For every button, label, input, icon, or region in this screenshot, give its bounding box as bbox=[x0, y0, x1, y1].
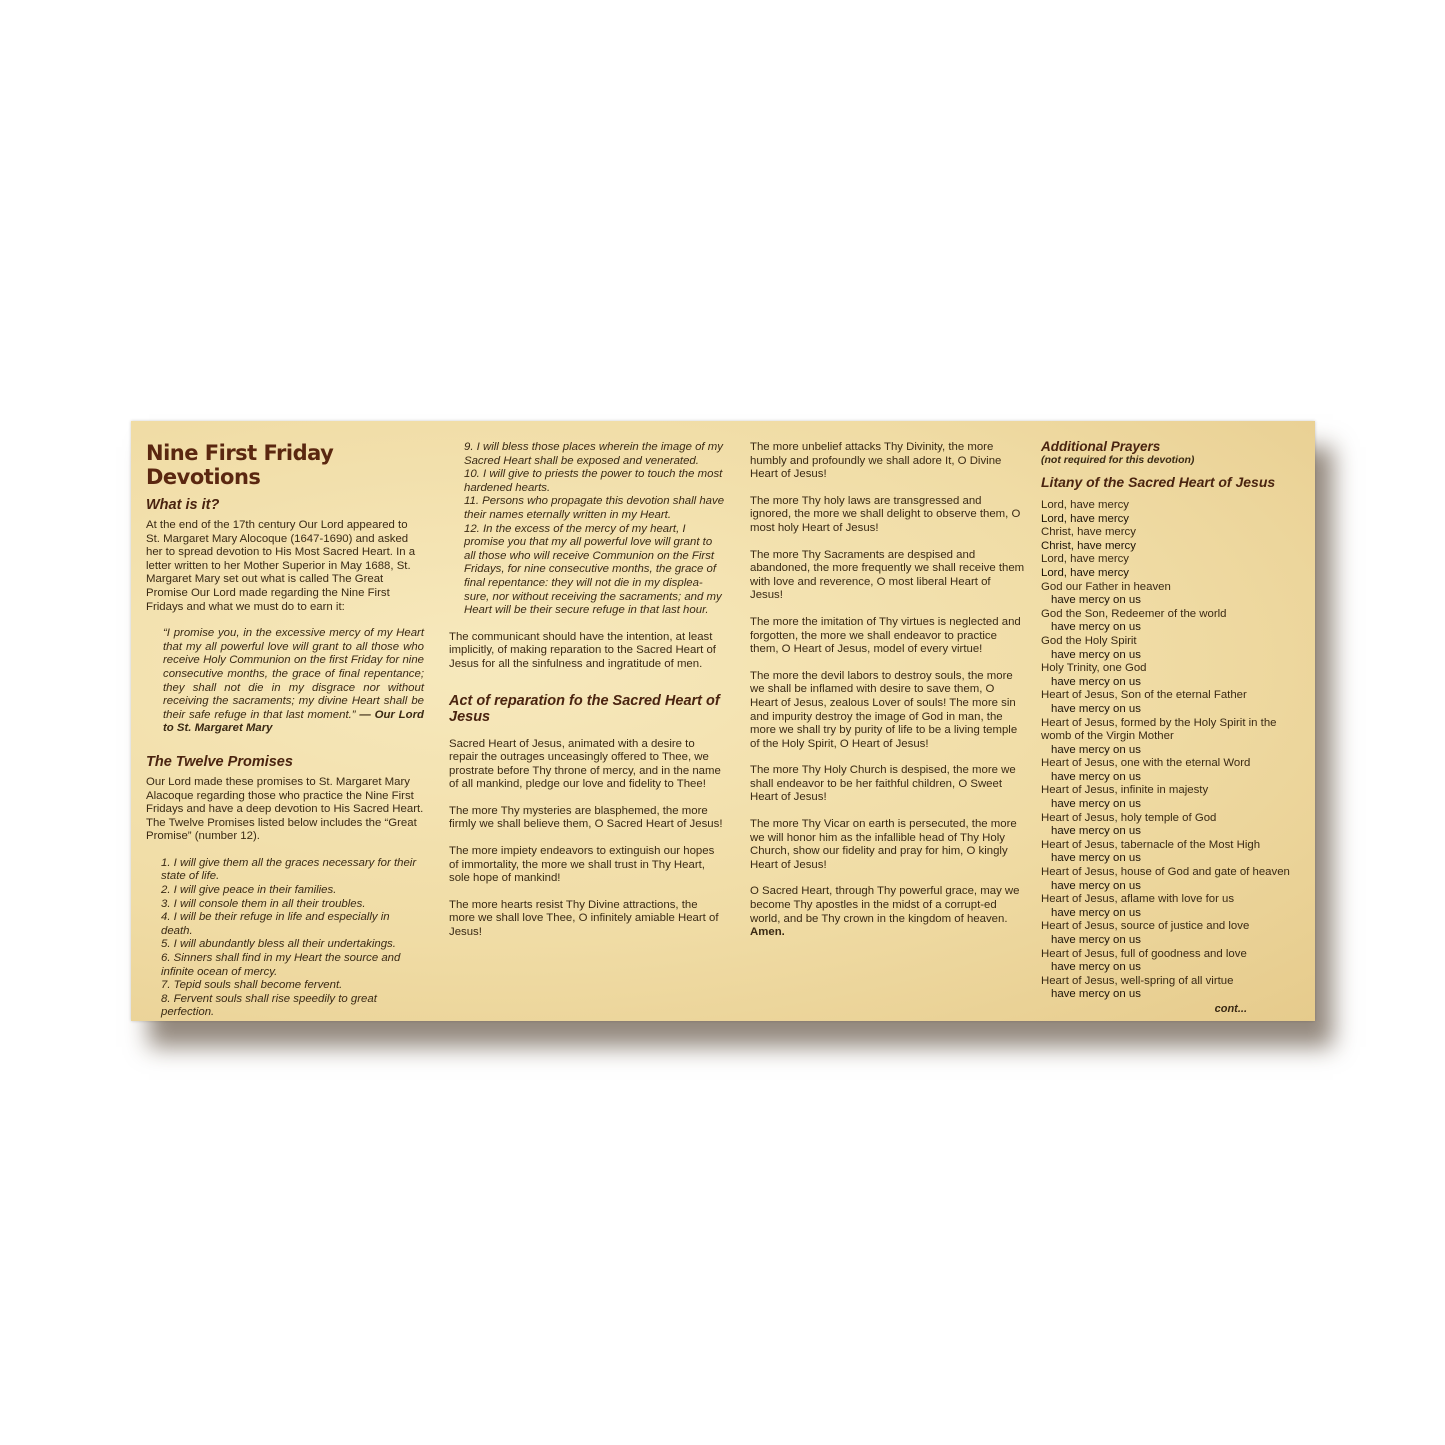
promise-item: 11. Persons who propagate this devotion shall have their names eternally written in my Heart. bbox=[464, 495, 725, 521]
litany-invocation: Heart of Jesus, formed by the Holy Spirit in the womb of the Virgin Mother bbox=[1041, 716, 1277, 743]
litany-invocation: Heart of Jesus, Son of the eternal Father bbox=[1041, 689, 1247, 702]
litany-response: have mercy on us bbox=[1051, 648, 1141, 661]
litany-invocation: Christ, have mercy bbox=[1041, 539, 1136, 552]
great-promise-quote bbox=[146, 627, 424, 736]
litany-response: have mercy on us bbox=[1051, 879, 1141, 892]
reparation-final bbox=[750, 885, 1025, 939]
reparation-paragraph: The more the imitation of Thy virtues is neglected and forgotten, the more we shall endeavor to practice them, O Heart of Jesus, model of every virtue! bbox=[750, 615, 1021, 656]
reparation-paragraph: The more impiety endeavors to extinguish our hopes of immortality, the more we shall trust in Thy Heart, sole hope of mankind! bbox=[449, 845, 715, 885]
reparation-paragraph: The more Thy holy laws are transgressed and ignored, the more we shall delight to observe them, O most holy Heart of Jesus! bbox=[750, 494, 1021, 534]
promise-item: 9. I will bless those places wherein the image of my Sacred Heart shall be exposed and venerated. bbox=[464, 441, 723, 467]
reparation-paragraph: The more the devil labors to destroy souls, the more we shall be inflamed with desire to save them, O Heart of Jesus, zealous Lover of souls! The more sin and impurity destroy the image of God in man, the more we shall try by purity of life to be a living temple of the Holy Spirit, O Heart of Jesus! bbox=[750, 669, 1018, 750]
litany-response: have mercy on us bbox=[1051, 852, 1141, 865]
litany-list bbox=[1041, 499, 1303, 1002]
pamphlet-sheet bbox=[131, 421, 1315, 1021]
continued-label: cont... bbox=[1214, 1003, 1247, 1015]
litany-invocation: Heart of Jesus, full of goodness and love bbox=[1041, 947, 1247, 960]
litany-response: have mercy on us bbox=[1051, 675, 1141, 688]
litany-invocation: Lord, have mercy bbox=[1041, 553, 1129, 566]
litany-response: have mercy on us bbox=[1051, 798, 1141, 811]
litany-invocation: God our Father in heaven bbox=[1041, 580, 1171, 593]
reparation-paragraph: The more hearts resist Thy Divine attractions, the more we shall love Thee, O infinitely amiable Heart of Jesus! bbox=[449, 898, 719, 939]
promise-item: 2. I will give peace in their families. bbox=[161, 884, 337, 897]
litany-invocation: God the Holy Spirit bbox=[1041, 634, 1137, 647]
litany-response: have mercy on us bbox=[1051, 934, 1141, 946]
final-text: O Sacred Heart, through Thy powerful grace, may we become Thy apostles in the midst of a corrupt-ed world, and be Thy crown in the kingdom of heaven. bbox=[750, 885, 1020, 925]
column-1 bbox=[146, 421, 424, 1020]
promises-list-2 bbox=[449, 441, 725, 618]
promise-item: 7. Tepid souls shall become fervent. bbox=[161, 979, 343, 992]
promise-item: 3. I will console them in all their troubles. bbox=[161, 897, 366, 910]
what-is-it-text: At the end of the 17th century Our Lord appeared to St. Margaret Mary Alocoque (1647-1690) and asked her to spread devotion to His Most Sacred Heart. In a letter written to her Mother Superior in May 1688, St. Margaret Mary set out what is called The Great Promise Our Lord made regarding the Nine First Fridays and what we must do to earn it: bbox=[146, 519, 416, 613]
litany-invocation: Lord, have mercy bbox=[1041, 499, 1129, 511]
promise-item: 5. I will abundantly bless all their undertakings. bbox=[161, 938, 396, 951]
reparation-paragraph: The more Thy Holy Church is despised, the more we shall endeavor to be her faithful children, O Sweet Heart of Jesus! bbox=[750, 764, 1016, 804]
heading-litany: Litany of the Sacred Heart of Jesus bbox=[1041, 474, 1276, 490]
litany-invocation: Heart of Jesus, well-spring of all virtue bbox=[1041, 974, 1234, 987]
reparation-paragraph: The more Thy Sacraments are despised and abandoned, the more frequently we shall receive them with love and reverence, O most liberal Heart of Jesus! bbox=[750, 548, 1025, 602]
litany-invocation: Holy Trinity, one God bbox=[1041, 662, 1147, 675]
amen-text: Amen. bbox=[750, 926, 785, 939]
litany-response: have mercy on us bbox=[1051, 825, 1141, 838]
litany-invocation: Heart of Jesus, source of justice and love bbox=[1041, 920, 1250, 933]
quote-text: “I promise you, in the excessive mercy of my Heart that my all powerful love will grant to all those who receive Holy Communion on the first Friday for nine consecutive months, the grace of final repentance; they shall not die in my disgrace nor without receiving the sacraments; my divine Heart shall be their safe refuge in that last moment.” bbox=[163, 627, 424, 721]
intention-text: The communicant should have the intention, at least implicitly, of making reparation to the Sacred Heart of Jesus for all the sinfulness and ingratitude of men. bbox=[449, 630, 716, 670]
promise-item: 12. In the excess of the mercy of my heart, I promise you that my all powerful love will grant to all those who will receive Communion on the First Fridays, for nine consecutive months, the grace of final repentance: they will not die in my displea-sure, nor without receiving the sacraments; and my Heart will be their secure refuge in that last hour. bbox=[464, 522, 722, 617]
promises-list-1 bbox=[146, 857, 424, 1020]
reparation-paragraph: The more Thy mysteries are blasphemed, the more firmly we shall believe them, O Sacred Heart of Jesus! bbox=[449, 804, 723, 831]
litany-invocation: Lord, have mercy bbox=[1041, 566, 1129, 579]
litany-response: have mercy on us bbox=[1051, 988, 1141, 1001]
heading-act-of-reparation: Act of reparation fo the Sacred Heart of Jesus bbox=[449, 692, 720, 725]
litany-invocation: Christ, have mercy bbox=[1041, 526, 1136, 539]
heading-additional-prayers: Additional Prayers bbox=[1041, 439, 1161, 454]
litany-response: have mercy on us bbox=[1051, 594, 1141, 607]
litany-response: have mercy on us bbox=[1051, 770, 1141, 783]
additional-note: (not required for this devotion) bbox=[1041, 454, 1195, 466]
promise-item: 8. Fervent souls shall rise speedily to great perfection. bbox=[161, 992, 377, 1019]
reparation-paragraph: Sacred Heart of Jesus, animated with a desire to repair the outrages unceasingly offered to Thee, we prostrate before Thy throne of mercy, and in the name of all mankind, pledge our love and fidelity to Thee! bbox=[449, 737, 721, 791]
litany-invocation: God the Son, Redeemer of the world bbox=[1041, 607, 1227, 620]
litany-invocation: Heart of Jesus, house of God and gate of heaven bbox=[1041, 866, 1290, 879]
heading-twelve-promises: The Twelve Promises bbox=[146, 753, 293, 770]
litany-invocation: Heart of Jesus, tabernacle of the Most High bbox=[1041, 838, 1261, 851]
promises-intro: Our Lord made these promises to St. Margaret Mary Alacoque regarding those who practice the Nine First Fridays and have a deep devotion to His Sacred Heart. The Twelve Promises listed below includes the “Great Promise” (number 12). bbox=[146, 775, 424, 843]
litany-invocation: Heart of Jesus, aflame with love for us bbox=[1041, 893, 1235, 906]
column-2 bbox=[449, 421, 725, 940]
litany-invocation: Lord, have mercy bbox=[1041, 512, 1129, 525]
litany-response: have mercy on us bbox=[1051, 702, 1141, 715]
litany-response: have mercy on us bbox=[1051, 961, 1141, 974]
promise-item: 1. I will give them all the graces necessary for their state of life. bbox=[161, 856, 417, 883]
litany-response: have mercy on us bbox=[1051, 906, 1141, 919]
quote-attribution: — Our Lord to St. Margaret Mary bbox=[163, 708, 424, 735]
litany-invocation: Heart of Jesus, infinite in majesty bbox=[1041, 784, 1209, 797]
column-3 bbox=[750, 421, 1025, 940]
litany-invocation: Heart of Jesus, one with the eternal Word bbox=[1041, 757, 1251, 770]
promise-item: 10. I will give to priests the power to touch the most hardened hearts. bbox=[464, 468, 723, 494]
litany-response: have mercy on us bbox=[1051, 621, 1141, 634]
reparation-paragraph: The more Thy Vicar on earth is persecuted, the more we will honor him as the infallible head of Thy Holy Church, show our fidelity and pray for him, O kingly Heart of Jesus! bbox=[750, 818, 1017, 871]
column-4 bbox=[1041, 421, 1303, 1015]
litany-response: have mercy on us bbox=[1051, 743, 1141, 756]
promise-item: 4. I will be their refuge in life and especially in death. bbox=[161, 911, 390, 937]
promise-item: 6. Sinners shall find in my Heart the source and infinite ocean of mercy. bbox=[161, 952, 401, 978]
reparation-paragraph: The more unbelief attacks Thy Divinity, the more humbly and profoundly we shall adore It, O Divine Heart of Jesus! bbox=[750, 441, 1002, 481]
pamphlet-title: Nine First Friday Devotions bbox=[146, 441, 334, 489]
litany-invocation: Heart of Jesus, holy temple of God bbox=[1041, 811, 1217, 824]
heading-what-is-it: What is it? bbox=[146, 497, 220, 513]
